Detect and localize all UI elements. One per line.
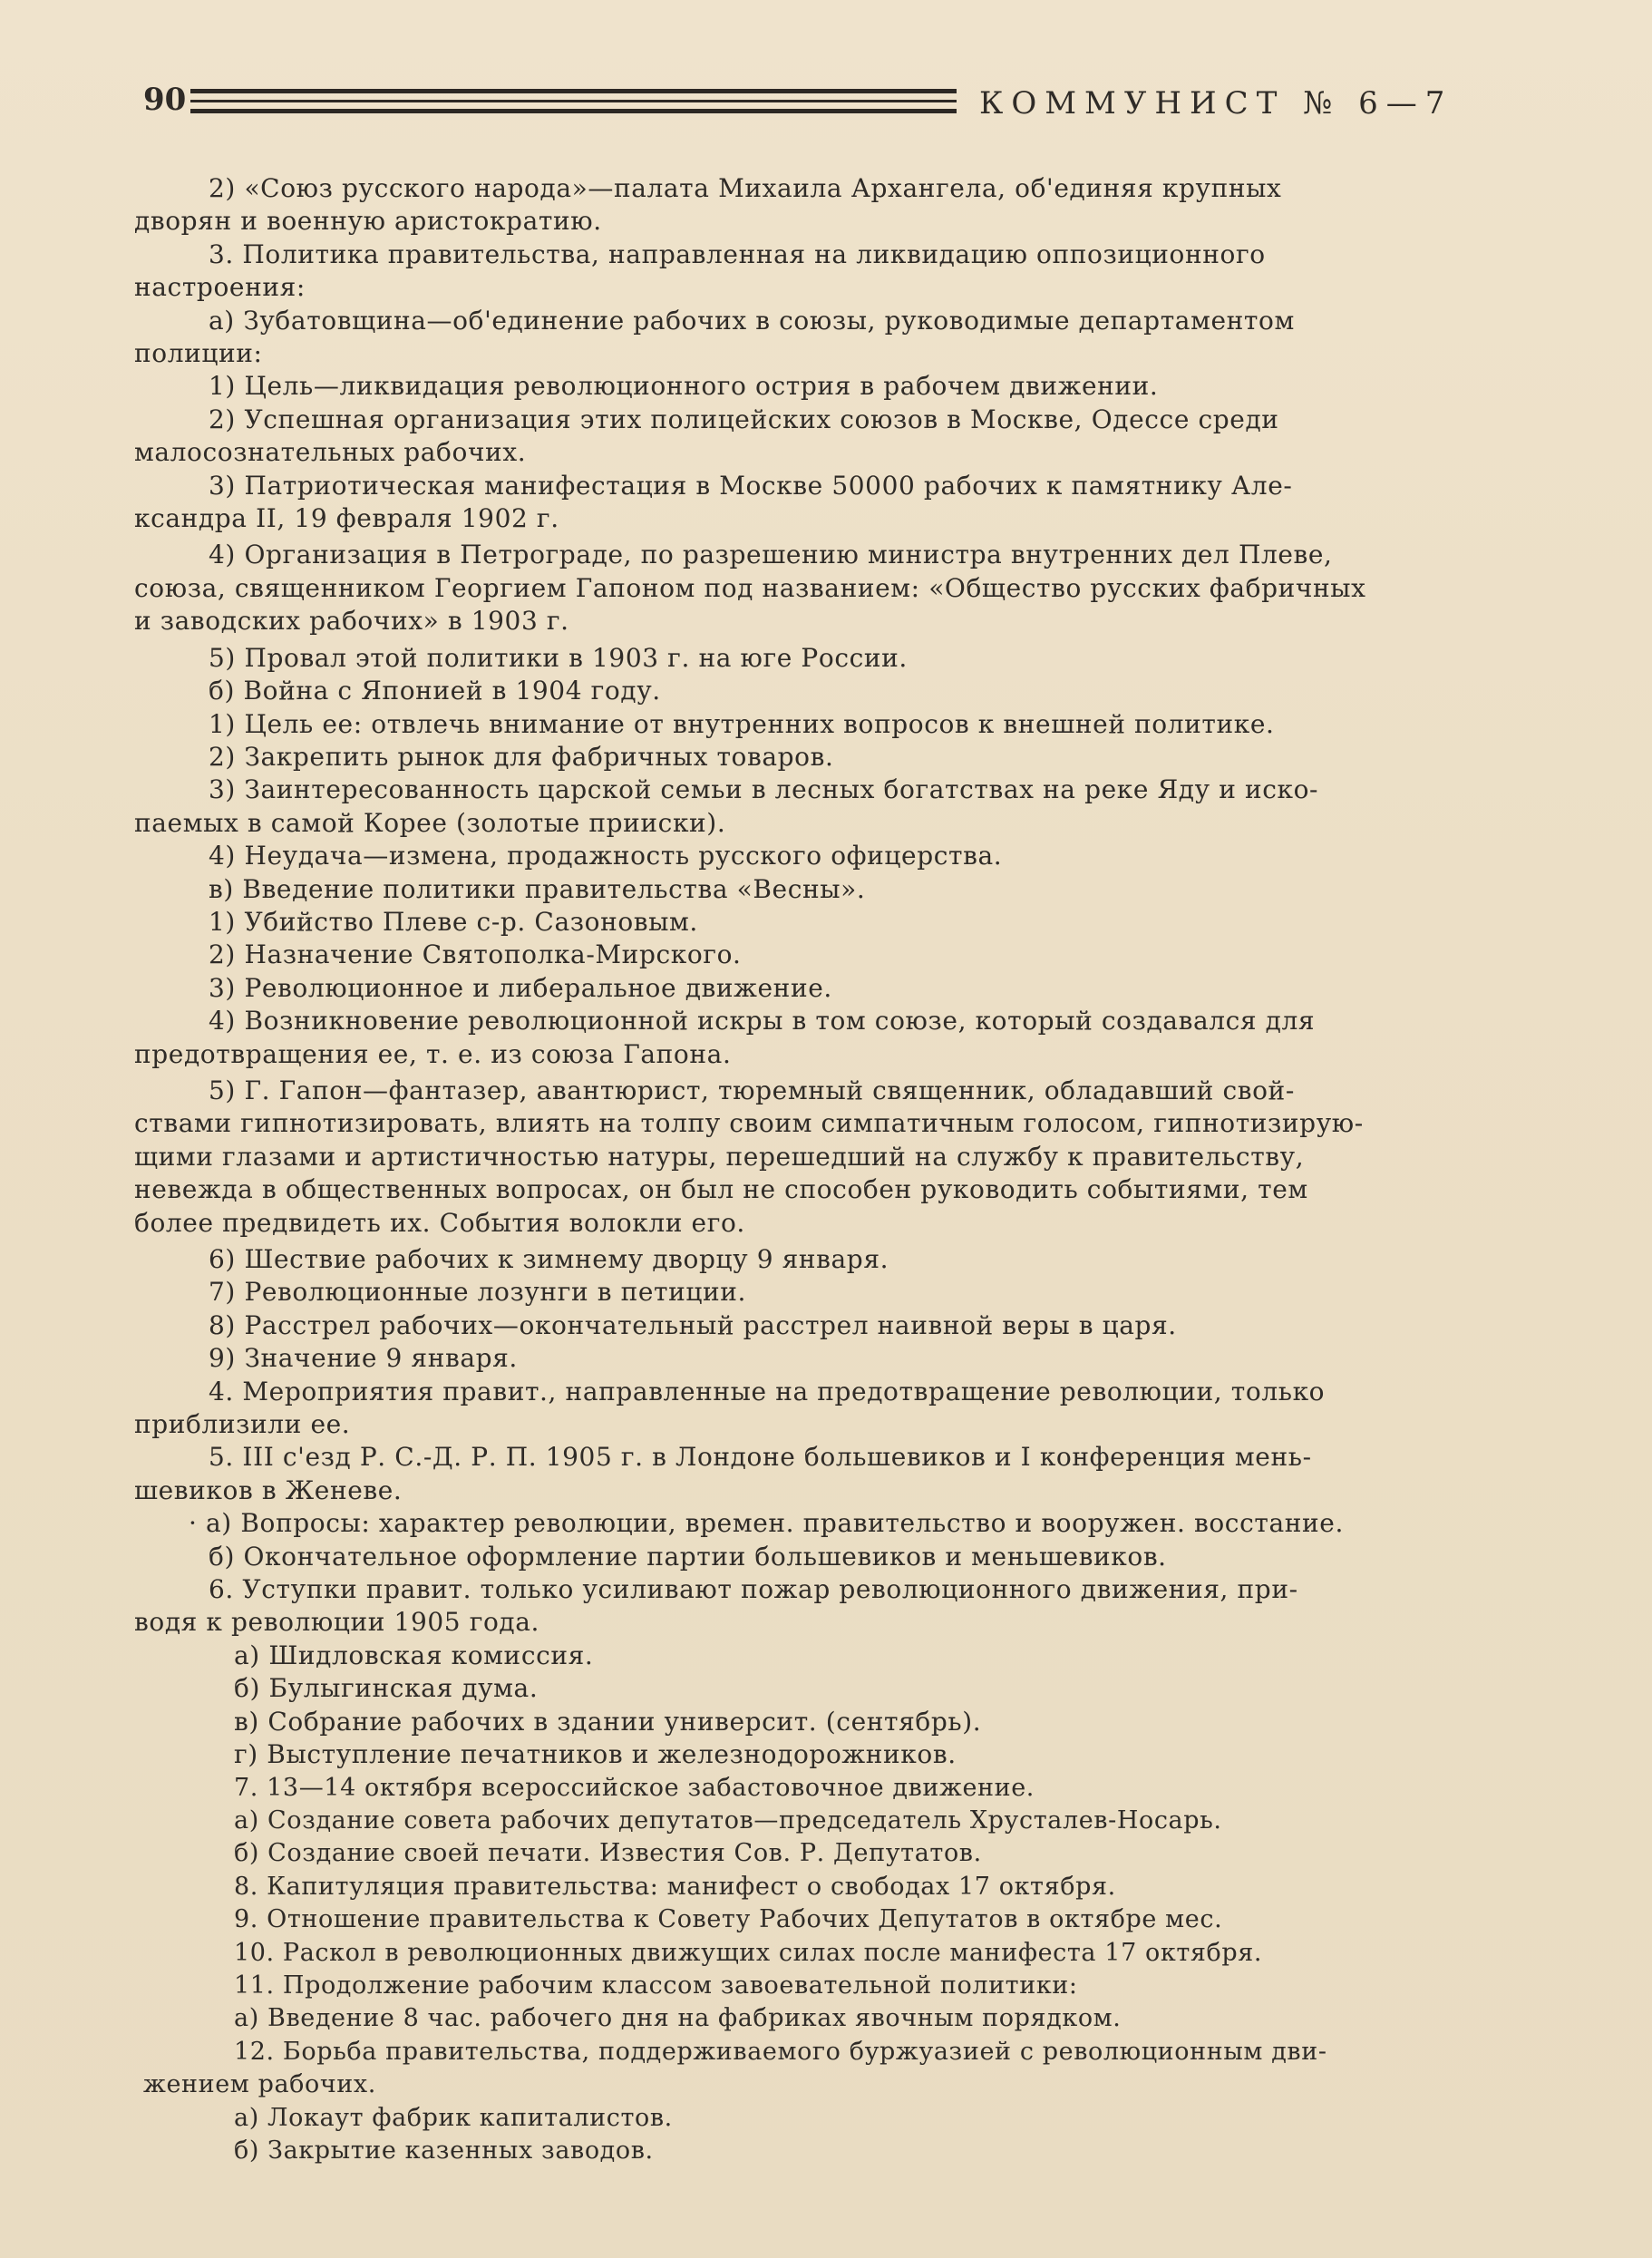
text-line: ствами гипнотизировать, влиять на толпу своим симпатичным голосом, гипнотизирую- [134,1108,1364,1139]
text-line: б) Булыгинская дума. [234,1673,539,1704]
text-line: 8. Капитуляция правительства: манифест о свободах 17 октября. [234,1872,1116,1901]
text-line: 3) Заинтересованность царской семьи в лесных богатствах на реке Яду и иско- [209,774,1319,805]
text-line: полиции: [134,338,263,369]
text-line: 5) Провал этой политики в 1903 г. на юге России. [209,642,908,673]
text-line: в) Введение политики правительства «Весны». [209,873,866,904]
text-line: а) Зубатовщина—об'единение рабочих в союзы, руководимые департаментом [209,305,1295,336]
text-line: 3. Политика правительства, направленная на ликвидацию оппозиционного [209,238,1266,269]
text-line: 4) Возникновение революционной искры в том союзе, который создавался для [209,1006,1316,1037]
header-rule [190,109,957,113]
text-line: г) Выступление печатников и железнодорожников. [234,1739,957,1770]
text-line: 7) Революционные лозунги в петиции. [209,1277,747,1308]
header-rule [190,100,957,102]
page-number: 90 [143,82,187,118]
text-line: б) Закрытие казенных заводов. [234,2136,654,2165]
text-line: паемых в самой Корее (золотые прииски). [134,807,726,838]
text-line: невежда в общественных вопросах, он был не способен руководить событиями, тем [134,1174,1308,1205]
text-line: щими глазами и артистичностью натуры, перешедший на службу к правительству, [134,1141,1305,1172]
text-line: 6. Уступки правит. только усиливают пожар революционного движения, при- [209,1574,1298,1605]
text-line: б) Создание своей печати. Известия Сов. Р. Депутатов. [234,1839,982,1868]
text-line: жением рабочих. [143,2070,376,2099]
text-line: · а) Вопросы: характер революции, времен. правительство и вооружен. восстание. [189,1508,1344,1539]
header-rule [190,89,957,93]
text-line: б) Окончательное оформление партии большевиков и меньшевиков. [209,1541,1167,1572]
text-line: приблизили ее. [134,1409,351,1440]
text-line: 1) Цель ее: отвлечь внимание от внутренних вопросов к внешней политике. [209,708,1275,739]
text-line: водя к революции 1905 года. [134,1607,540,1638]
text-line: 5) Г. Гапон—фантазер, авантюрист, тюремный священник, обладавший свой- [209,1075,1295,1105]
text-line: и заводских рабочих» в 1903 г. [134,606,569,637]
text-line: ксандра II, 19 февраля 1902 г. [134,503,559,534]
text-line: 2) Назначение Святополка-Мирского. [209,939,742,970]
text-line: 4. Мероприятия правит., направленные на предотвращение революции, только [209,1376,1326,1406]
text-line: а) Шидловская комиссия. [234,1640,594,1670]
text-line: более предвидеть их. События волокли его. [134,1207,745,1238]
text-line: в) Собрание рабочих в здании университ. (сентябрь). [234,1706,982,1737]
text-line: настроения: [134,272,306,303]
text-line: предотвращения ее, т. е. из союза Гапона. [134,1038,732,1069]
body-text [134,172,1476,2167]
text-line: а) Локаут фабрик капиталистов. [234,2103,673,2132]
text-line: шевиков в Женеве. [134,1475,403,1505]
text-line: б) Война с Японией в 1904 году. [209,676,661,706]
text-line: 1) Цель—ликвидация революционного острия в рабочем движении. [209,371,1159,402]
text-line: 5. III с'езд Р. С.-Д. Р. П. 1905 г. в Лондоне большевиков и I конференция мень- [209,1442,1312,1473]
text-line: малосознательных рабочих. [134,437,527,468]
text-line: 3) Патриотическая манифестация в Москве 50000 рабочих к памятнику Але- [209,470,1293,501]
text-line: 2) Успешная организация этих полицейских союзов в Москве, Одессе среди [209,404,1279,434]
journal-title: КОММУНИСТ № 6—7 [979,85,1453,122]
text-line: 1) Убийство Плеве с-р. Сазоновым. [209,906,698,937]
text-line: 3) Революционное и либеральное движение. [209,972,832,1003]
text-line: а) Введение 8 час. рабочего дня на фабриках явочным порядком. [234,2004,1122,2033]
text-line: 6) Шествие рабочих к зимнему дворцу 9 января. [209,1244,889,1274]
text-line: 2) Закрепить рынок для фабричных товаров. [209,741,834,772]
text-line: 4) Организация в Петрограде, по разрешению министра внутренних дел Плеве, [209,540,1333,570]
text-line: 4) Неудача—измена, продажность русского офицерства. [209,841,1003,871]
text-line: 9) Значение 9 января. [209,1343,518,1374]
text-line: 7. 13—14 октября всероссийское забастовочное движение. [234,1773,1035,1802]
text-line: дворян и военную аристократию. [134,206,602,237]
text-line: 12. Борьба правительства, поддерживаемого буржуазией с революционным дви- [234,2037,1327,2066]
text-line: а) Создание совета рабочих депутатов—председатель Хрусталев-Носарь. [234,1805,1222,1835]
text-line: 8) Расстрел рабочих—окончательный расстрел наивной веры в царя. [209,1309,1177,1340]
text-line: 2) «Союз русского народа»—палата Михаила Архангела, об'единяя крупных [209,173,1282,203]
text-line: 10. Раскол в революционных движущих силах после манифеста 17 октября. [234,1938,1263,1967]
page-header [136,80,1487,125]
text-line: союза, священником Георгием Гапоном под названием: «Общество русских фабричных [134,572,1366,603]
text-line: 11. Продолжение рабочим классом завоевательной политики: [234,1971,1078,2000]
text-line: 9. Отношение правительства к Совету Рабочих Депутатов в октябре мес. [234,1905,1223,1934]
